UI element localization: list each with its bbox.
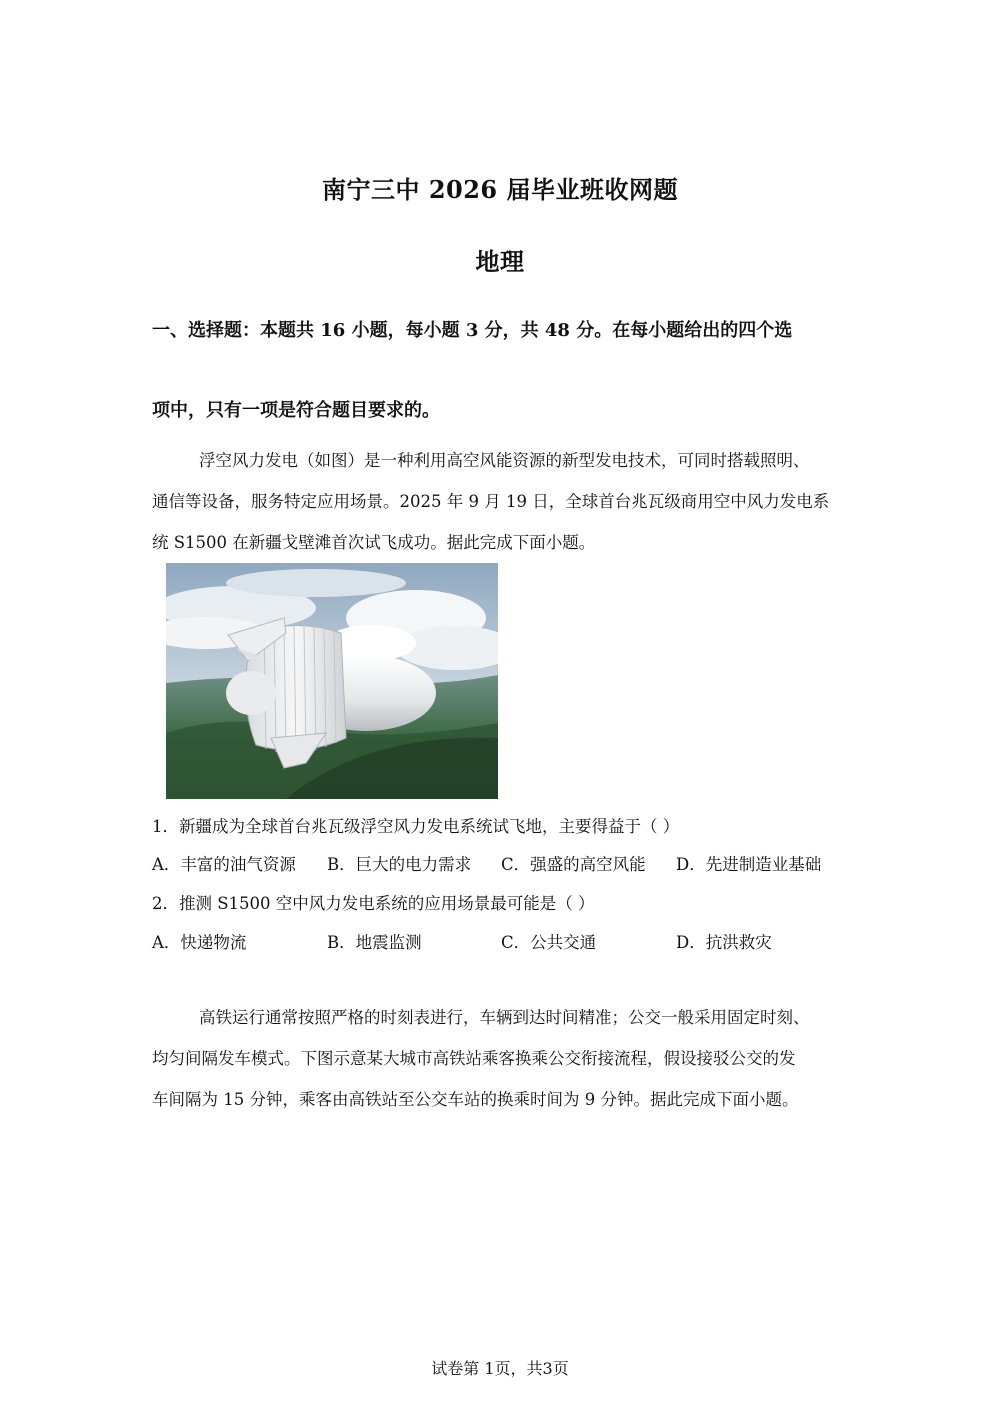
passage-1-line3: 统 S1500 在新疆戈壁滩首次试飞成功。据此完成下面小题。 xyxy=(152,533,596,552)
section-heading-line2: 项中，只有一项是符合题目要求的。 xyxy=(152,400,440,421)
airship-photo-icon xyxy=(166,563,498,799)
passage-2-line3: 车间隔为 15 分钟，乘客由高铁站至公交车站的换乘时间为 9 分钟。据此完成下面小题。 xyxy=(152,1090,799,1109)
question-2-option-a[interactable]: A．快递物流 xyxy=(152,933,247,952)
airship-figure xyxy=(166,563,498,799)
passage-2 xyxy=(152,997,852,1120)
subject-title: 地理 xyxy=(475,247,525,276)
question-1-option-a[interactable]: A．丰富的油气资源 xyxy=(152,855,296,874)
passage-1-line2: 通信等设备，服务特定应用场景。2025 年 9 月 19 日，全球首台兆瓦级商用空中风力发电系 xyxy=(152,492,830,511)
section-heading-line1: 一、选择题：本题共 16 小题，每小题 3 分，共 48 分。在每小题给出的四个选 xyxy=(152,320,793,341)
question-1-option-d[interactable]: D．先进制造业基础 xyxy=(676,855,822,874)
question-2-option-d[interactable]: D．抗洪救灾 xyxy=(676,933,772,952)
exam-title: 南宁三中 2026 届毕业班收网题 xyxy=(321,175,678,204)
question-2-option-c[interactable]: C．公共交通 xyxy=(501,933,597,952)
passage-2-line2: 均匀间隔发车模式。下图示意某大城市高铁站乘客换乘公交衔接流程，假设接驳公交的发 xyxy=(152,1049,796,1068)
passage-1-line1: 浮空风力发电（如图）是一种利用高空风能资源的新型发电技术，可同时搭载照明、 xyxy=(199,451,810,470)
question-1-option-b[interactable]: B．巨大的电力需求 xyxy=(327,855,472,874)
question-1-options xyxy=(152,853,852,877)
page-footer: 试卷第 1页，共3页 xyxy=(431,1359,569,1378)
passage-2-line1: 高铁运行通常按照严格的时刻表进行，车辆到达时间精准；公交一般采用固定时刻、 xyxy=(199,1008,810,1027)
question-2-options xyxy=(152,931,852,955)
question-1-stem: 1．新疆成为全球首台兆瓦级浮空风力发电系统试飞地，主要得益于（ ） xyxy=(152,817,680,836)
question-2-stem: 2．推测 S1500 空中风力发电系统的应用场景最可能是（ ） xyxy=(152,894,595,913)
question-1-option-c[interactable]: C．强盛的高空风能 xyxy=(501,855,646,874)
passage-1 xyxy=(152,440,852,563)
question-2-option-b[interactable]: B．地震监测 xyxy=(327,933,422,952)
